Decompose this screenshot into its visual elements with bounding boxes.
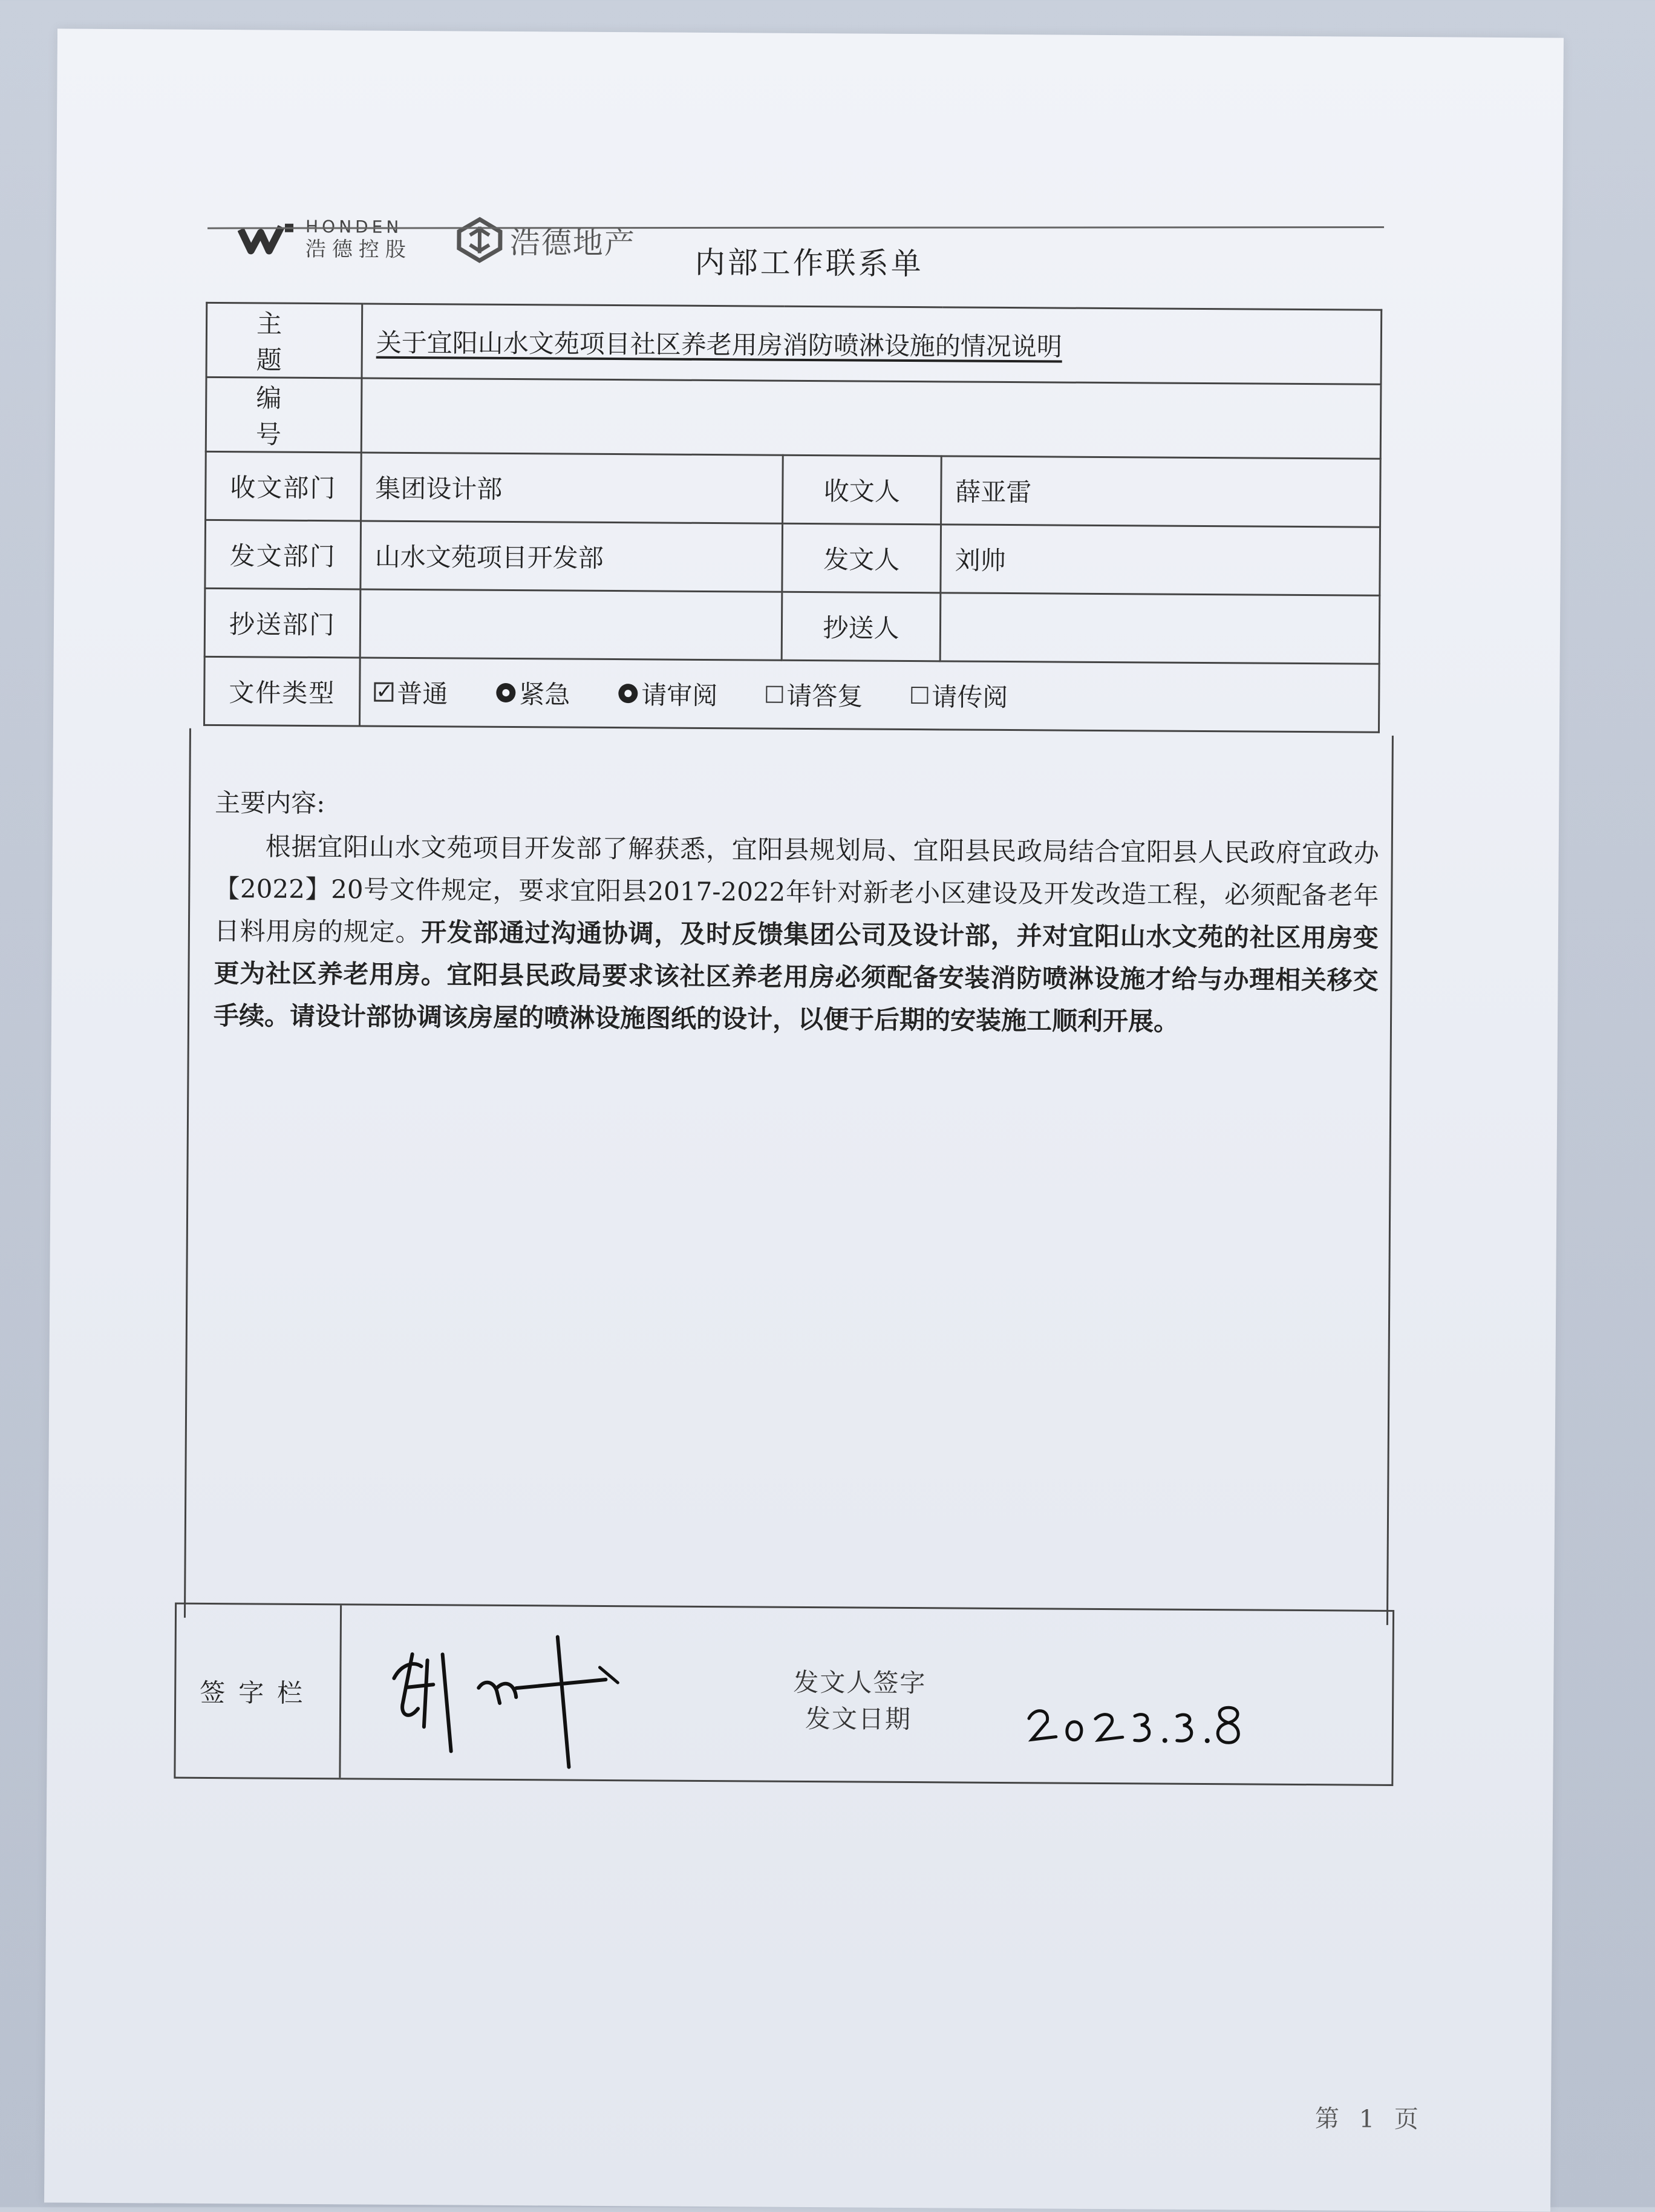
content-p1: 根据宜阳山水文苑项目开发部了解获悉，宜阳县规划局、宜阳县民政局结合宜阳县人民政府宜政办【2022】20号文件规定，要求宜阳县2017-2022年针对新老小区建设及开发改造工程，必须配备老年日料用房的规定。 [214, 831, 1379, 947]
signature-section [174, 1603, 1394, 1786]
empty-box-icon [766, 686, 783, 703]
signature-label: 签字栏 [175, 1605, 342, 1778]
content-p4: 请设计部协调该房屋的喷淋设施图纸的设计，以便于后期的安装施工顺利开展。 [289, 1001, 1180, 1036]
send-dept-value: 山水文苑项目开发部 [361, 521, 783, 592]
doc-type-label-2: 请审阅 [641, 680, 718, 711]
doc-type-circulate[interactable] [911, 677, 1008, 714]
cc-person-label: 抄送人 [782, 592, 941, 661]
content-p3: 宜阳县民政局要求该社区养老用房必须配备安装消防喷淋设施才给与办理相关移交手续。 [213, 960, 1379, 1031]
cc-person-value [940, 593, 1380, 664]
paper-sheet [44, 28, 1564, 2211]
content-heading: 主要内容: [215, 788, 325, 819]
send-date-label: 发文日期 [805, 1703, 912, 1735]
content-p2: 开发部通过沟通协调，及时反馈集团公司及设计部，并对宜阳山水文苑的社区用房变更为社区养老用房。 [214, 917, 1379, 990]
subject-value: 关于宜阳山水文苑项目社区养老用房消防喷淋设施的情况说明 [376, 327, 1063, 362]
doc-type-label-4: 请传阅 [932, 682, 1008, 713]
logo2-chinese: 浩德地产 [509, 224, 636, 261]
doc-type-options [359, 658, 1379, 732]
recv-person-label: 收文人 [783, 455, 942, 525]
doc-type-urgent[interactable] [496, 675, 570, 712]
recv-dept-value: 集团设计部 [361, 453, 783, 523]
sender-sign-label: 发文人签字 [793, 1667, 927, 1698]
handwritten-date [1023, 1694, 1265, 1750]
doc-type-normal[interactable] [374, 674, 448, 711]
cc-dept-label: 抄送部门 [204, 588, 361, 658]
doc-type-label-3: 请答复 [786, 681, 863, 712]
send-dept-label: 发文部门 [205, 520, 361, 589]
main-content-box [184, 728, 1394, 1625]
form-title: 内部工作联系单 [694, 244, 924, 282]
page-number: 第 1 页 [1314, 2105, 1425, 2134]
send-person-label: 发文人 [782, 523, 941, 593]
empty-box-icon [911, 687, 928, 704]
logo1-english: HONDEN [305, 216, 403, 237]
recv-person-value: 薛亚雷 [941, 456, 1381, 527]
content-body [214, 825, 1379, 1044]
checked-box-icon: ✓ [374, 682, 393, 702]
doc-type-label-1: 紧急 [519, 679, 570, 710]
send-person-value: 刘帅 [941, 525, 1380, 595]
doc-type-reply[interactable] [766, 676, 863, 713]
recv-dept-label: 收文部门 [206, 451, 362, 521]
doc-type-review[interactable] [618, 675, 717, 712]
filled-radio-icon [496, 683, 515, 702]
contact-form-table [203, 302, 1382, 733]
filled-radio-icon [618, 684, 638, 703]
subject-value-cell [362, 304, 1382, 384]
subject-label: 主 题 [206, 303, 362, 378]
handwritten-signature [375, 1630, 630, 1771]
logo1-chinese: 浩德控股 [305, 237, 412, 262]
doc-type-label-0: 普通 [397, 678, 448, 709]
doc-type-label: 文件类型 [204, 656, 360, 726]
number-label: 编 号 [206, 377, 362, 453]
number-value [361, 378, 1381, 459]
cc-dept-value [360, 589, 782, 660]
